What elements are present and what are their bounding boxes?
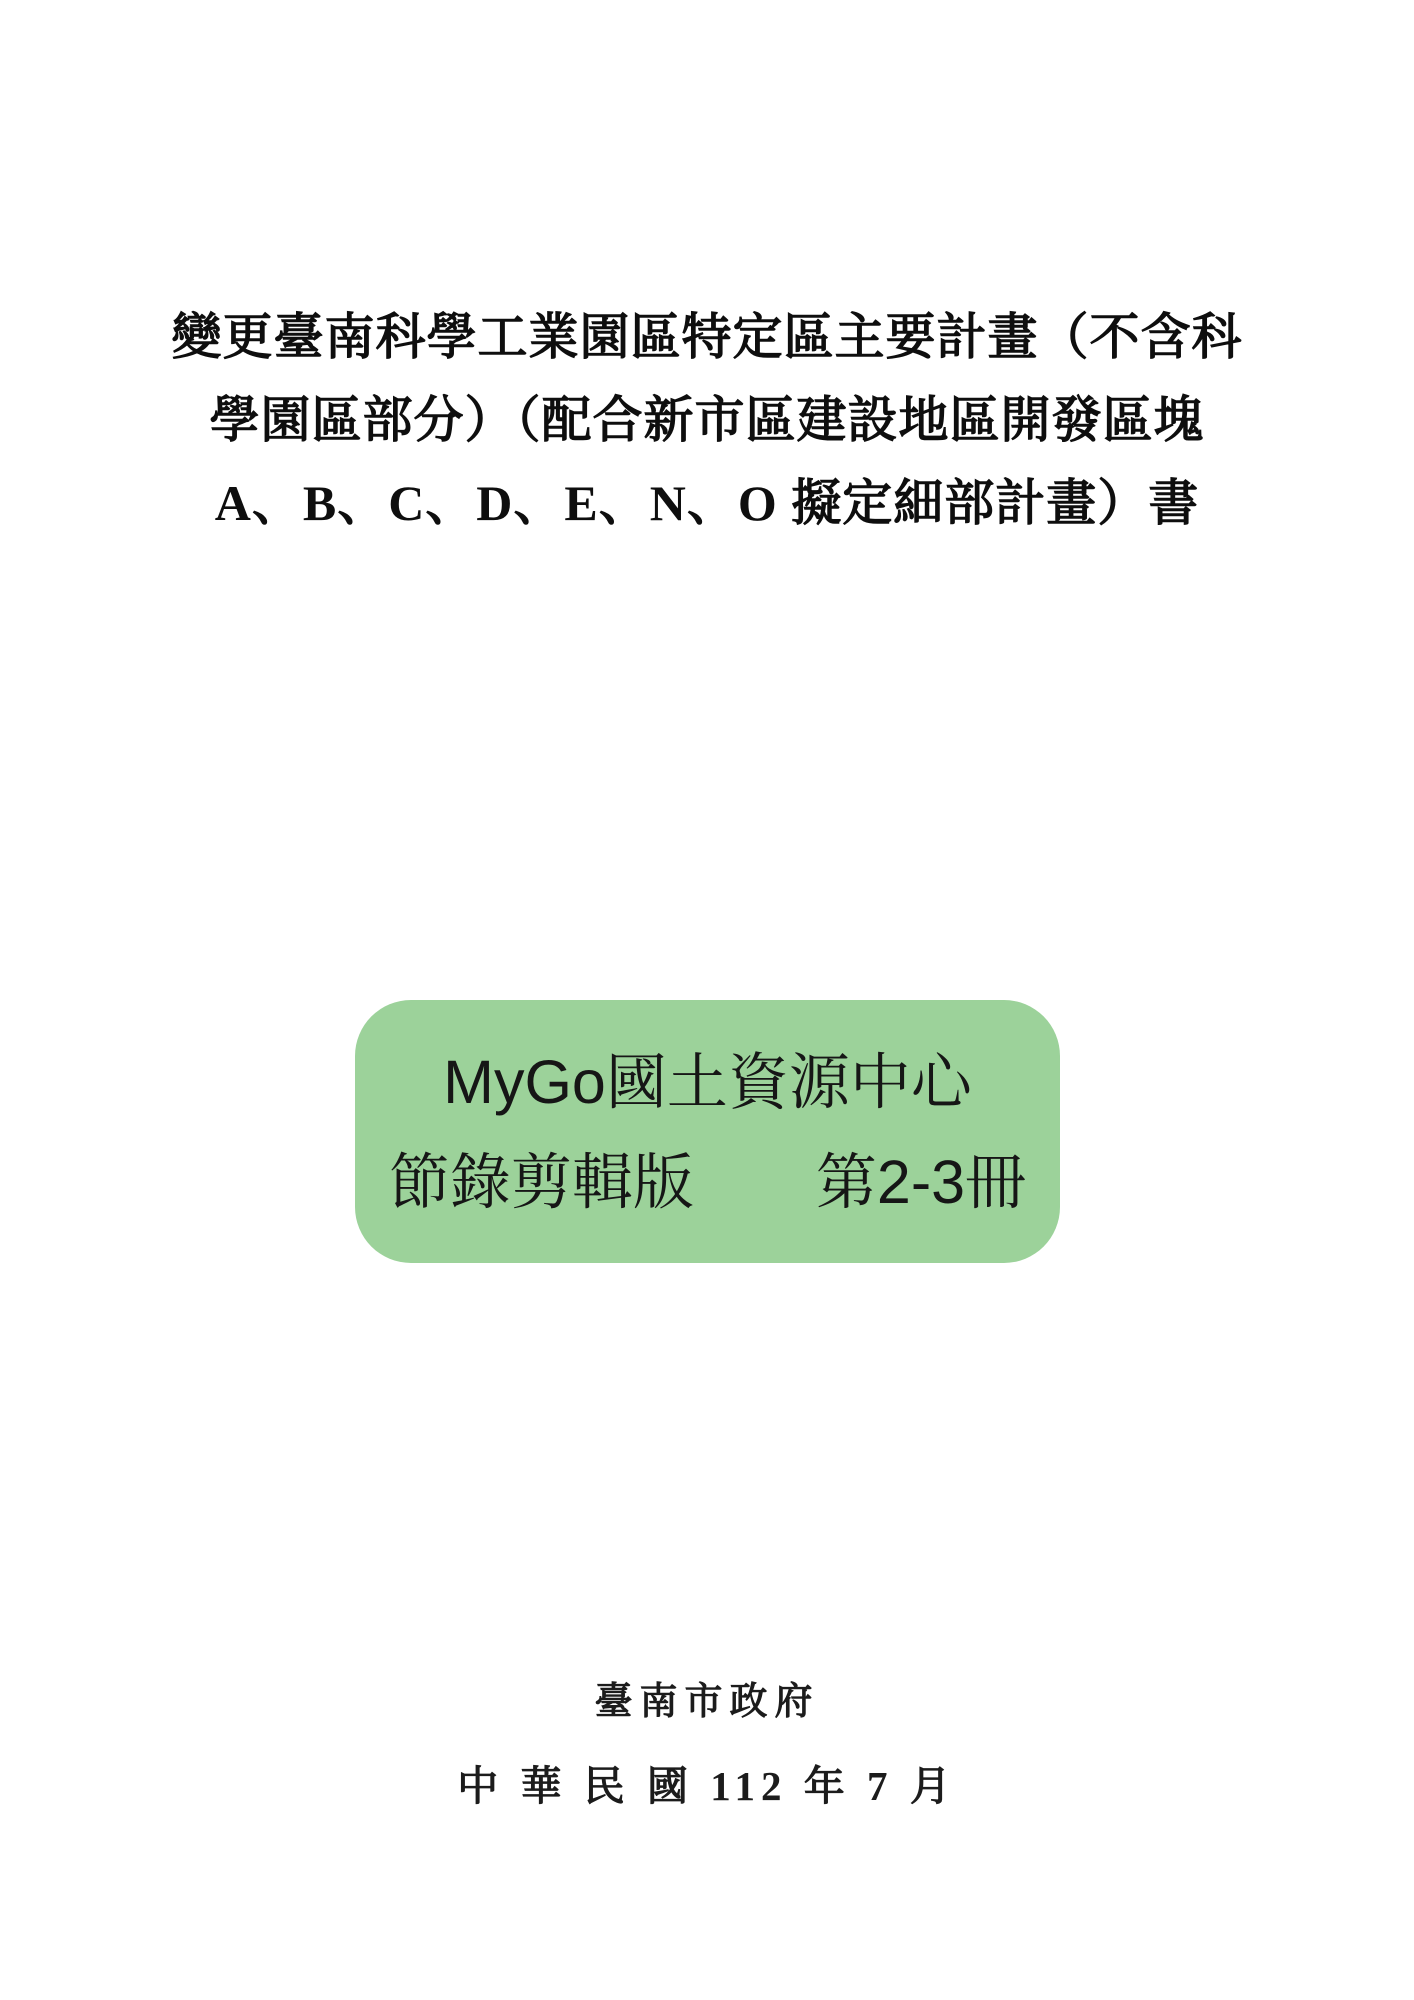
title-line-1: 變更臺南科學工業園區特定區主要計畫（不含科 bbox=[171, 309, 1243, 365]
publisher-name: 臺南市政府 bbox=[594, 1681, 820, 1723]
stamp-line-2: 節錄剪輯版 第2-3冊 bbox=[388, 1147, 1027, 1216]
stamp-line-1: MyGo國土資源中心 bbox=[443, 1047, 972, 1116]
title-line-2: 學園區部分）（配合新市區建設地區開發區塊 bbox=[209, 392, 1205, 448]
title-line-3: A、B、C、D、E、N、O 擬定細部計畫）書 bbox=[214, 475, 1200, 531]
mygo-stamp-box bbox=[355, 1000, 1060, 1263]
document-title bbox=[77, 296, 1337, 545]
publication-date: 中 華 民 國 112 年 7 月 bbox=[457, 1763, 957, 1809]
